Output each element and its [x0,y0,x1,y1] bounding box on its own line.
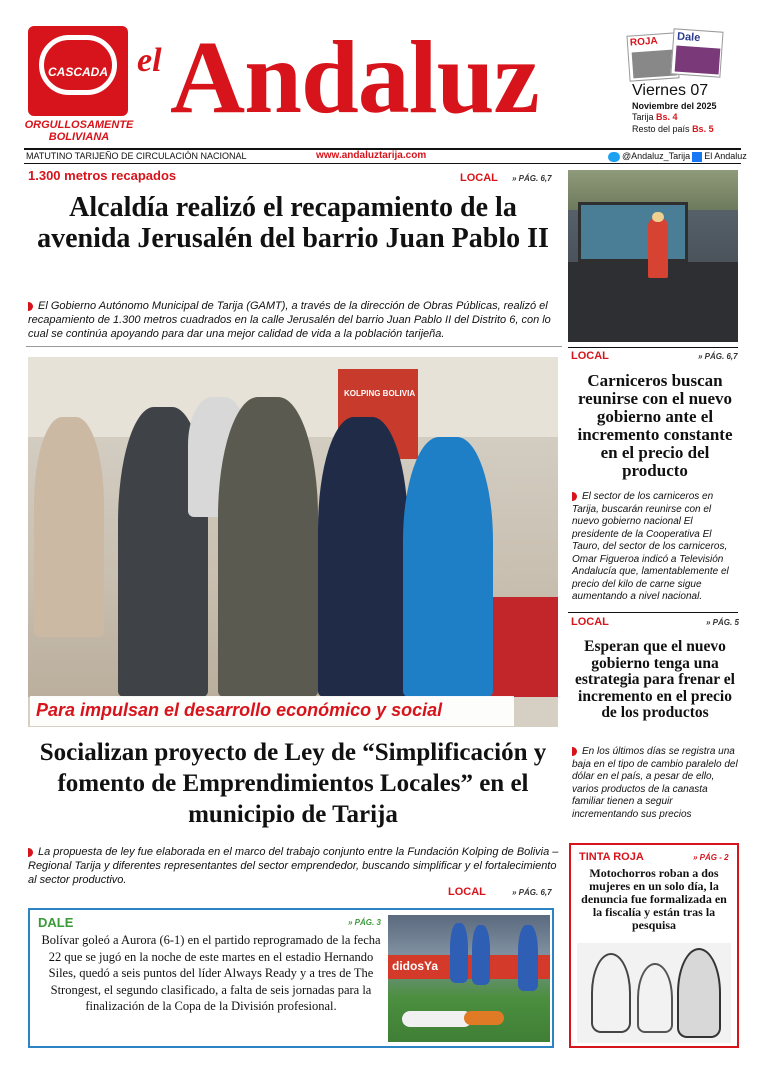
brand-prefix: el [137,42,162,79]
bullet-icon [572,492,577,501]
lead-page-ref: » PÁG. 6,7 [512,174,552,183]
sidebar-2-headline[interactable]: Esperan que el nuevo gobierno tenga una estrategia para frenar el incremento en el precio de los productos [575,638,735,721]
sidebar-2-page-ref: » PÁG. 5 [706,618,739,627]
dale-text: Bolívar goleó a Aurora (6-1) en el partido reprogramado de la fecha 22 que se jugó en la noche de este martes en el estadio Hernando Siles, quedó a seis puntos del líder Always Ready y a tres de The Strongest, el segundo clasificado, a falta de seis jornadas para la finalización de la Copa de la División profesional. [41,933,381,1013]
dale-page-ref: » PÁG. 3 [348,918,381,927]
price-rest: Resto del país Bs. 5 [632,124,714,134]
issue-day: Viernes 07 [632,82,709,99]
tinta-roja-box[interactable] [569,843,739,1048]
sidebar-1-summary: El sector de los carniceros en Tarija, buscarán reunirse con el nuevo gobierno nacional El presidente de la Cooperativa El Tauro, del sector de los carniceros, Omar Figueroa indicó a Televisión Andalucía que, lamentablemente el precio del kilo de carne sigue aumentando a nivel nacional. [572,491,729,602]
tinta-roja-page-ref: » PÁG - 2 [693,853,729,862]
brand-name: Andaluz [170,20,539,135]
second-section-tag: LOCAL [448,886,486,898]
mini-covers [628,30,732,80]
lead-section-tag: LOCAL [460,172,498,184]
issue-date: Noviembre del 2025 [632,101,717,111]
second-headline[interactable]: Socializan proyecto de Ley de “Simplificación y fomento de Emprendimientos Locales” en el municipio de Tarija [39,739,547,828]
circulation-line: MATUTINO TARIJEÑO DE CIRCULACIÓN NACIONAL [26,151,247,161]
second-page-ref: » PÁG. 6,7 [512,888,552,897]
paving-photo [568,170,738,342]
mini-cover-dale: Dale [670,28,723,77]
soccer-photo: didosYa [388,915,550,1042]
cascada-logo [28,26,128,116]
photo-caption-banner [30,696,514,726]
second-summary: La propuesta de ley fue elaborada en el marco del trabajo conjunto entre la Fundación Kolping de Bolivia – Regional Tarija y diferentes representantes del sector emprendedor, buscando simplificar y el fortalecimiento al sector productivo. [28,846,559,886]
twitter-handle[interactable]: @Andaluz_Tarija [622,151,691,161]
twitter-icon [608,152,620,162]
dale-sports-box[interactable] [28,908,554,1048]
lead-headline[interactable]: Alcaldía realizó el recapamiento de la avenida Jerusalén del barrio Juan Pablo II [37,192,549,254]
sidebar-2-section: LOCAL [571,616,609,628]
facebook-icon [692,152,702,162]
kolping-banner: KOLPING BOLIVIA [338,369,418,459]
dale-section: DALE [38,915,74,930]
slogan: ORGULLOSAMENTE BOLIVIANA [24,119,134,143]
tinta-roja-headline[interactable]: Motochorros roban a dos mujeres en un solo día, la denuncia fue formalizada en la fiscalía y están tras la pesquisa [581,866,727,932]
sidebar-1-page-ref: » PÁG. 6,7 [698,352,738,361]
sidebar-1-section: LOCAL [571,350,609,362]
facebook-handle[interactable]: El Andaluz [704,151,747,161]
bullet-icon [572,747,577,756]
tinta-roja-section: TINTA ROJA [579,851,644,863]
bullet-icon [28,302,33,311]
price-tarija: Tarija Bs. 4 [632,112,678,122]
logo-label: CASCADA [48,65,108,79]
sidebar-1-headline[interactable]: Carniceros buscan reunirse con el nuevo gobierno ante el incremento constante en el precio del producto [577,371,733,480]
mini-cover-roja: ROJA [626,32,679,81]
lead-kicker: 1.300 metros recapados [28,168,177,183]
masthead-rule-lower [24,163,741,164]
photo-caption: Para impulsan el desarrollo económico y social [36,700,443,720]
social-handles [608,151,747,162]
main-photo [28,357,558,727]
sidebar-rule [568,612,738,613]
crime-illustration [577,943,731,1043]
sidebar-2-summary: En los últimos días se registra una baja en el tipo de cambio paralelo del dólar en el país, a pesar de ello, varios productos de la canasta familiar tienen a seguir incrementando sus precios [572,746,738,820]
bullet-icon [28,848,33,857]
website-link[interactable]: www.andaluztarija.com [316,150,427,161]
divider [26,346,562,347]
sidebar-rule [568,347,738,348]
lead-summary: El Gobierno Autónomo Municipal de Tarija (GAMT), a través de la dirección de Obras Públicas, realizó el recapamiento de 1.300 metros cuadrados en la calle Jerusalén del barrio Juan Pablo II del Distrito 6, con lo cual se continúa apoyando para dar una mejor calidad de vida a la población tarijeña. [28,300,551,340]
